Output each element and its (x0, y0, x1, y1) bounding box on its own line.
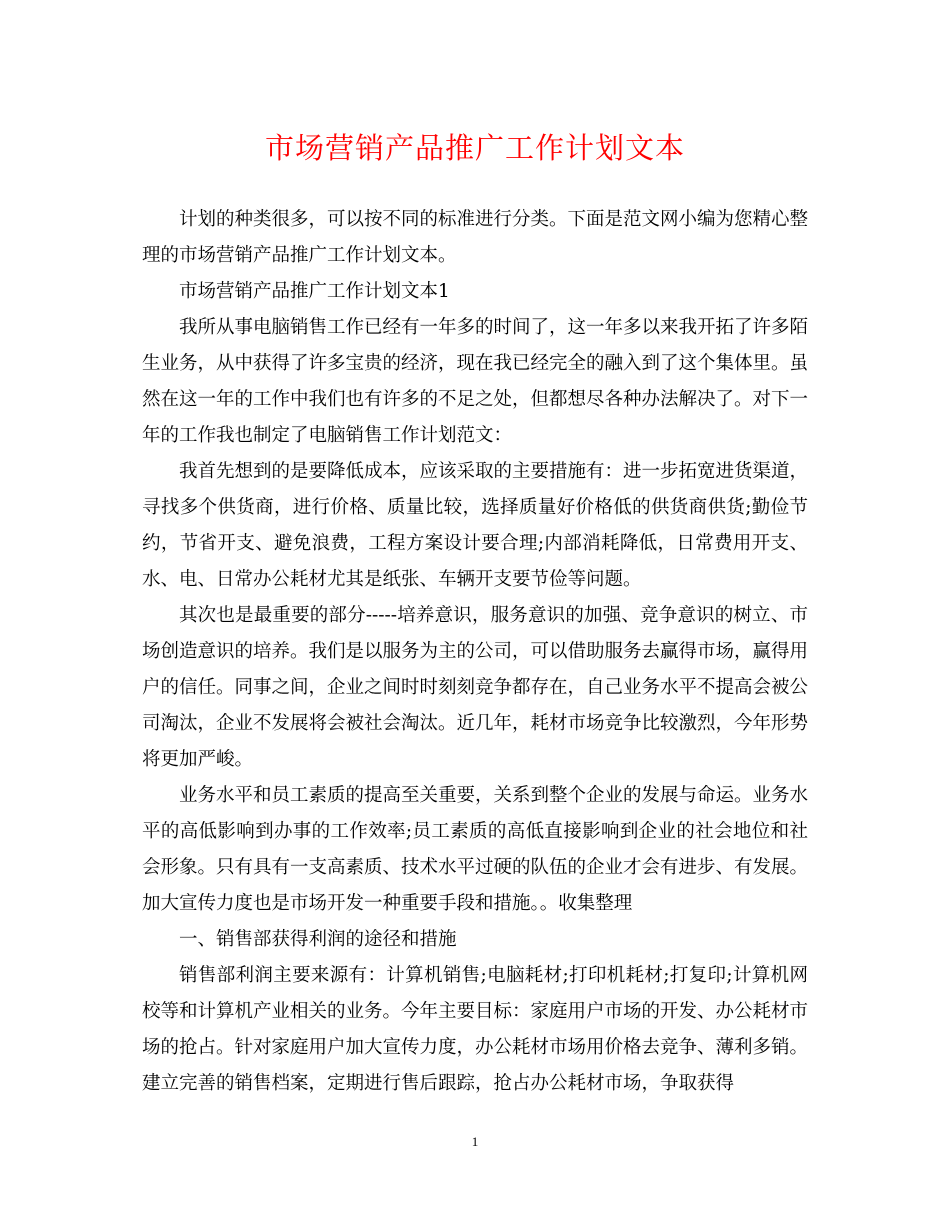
page-number: 1 (471, 1134, 479, 1149)
section-heading: 一、销售部获得利润的途径和措施 (179, 929, 457, 950)
paragraph-body: 业务水平和员工素质的提高至关重要，关系到整个企业的发展与命运。业务水平的高低影响到办事的工作效率;员工素质的高低直接影响到企业的社会地位和社会形象。只有具有一支高素质、技术水平过硬的队伍的企业才会有进步、有发展。加大宣传力度也是市场开发一种重要手段和措施。。收集整理 (142, 785, 809, 914)
document-body (142, 202, 808, 1102)
paragraph-intro: 计划的种类很多，可以按不同的标准进行分类。下面是范文网小编为您精心整理的市场营销产品推广工作计划文本。 (142, 209, 809, 266)
paragraph-body: 我首先想到的是要降低成本，应该采取的主要措施有：进一步拓宽进货渠道，寻找多个供货商，进行价格、质量比较，选择质量好价格低的供货商供货;勤俭节约，节省开支、避免浪费，工程方案设计要合理;内部消耗降低，日常费用开支、水、电、日常办公耗材尤其是纸张、车辆开支要节俭等问题。 (142, 461, 809, 590)
paragraph-body: 销售部利润主要来源有：计算机销售;电脑耗材;打印机耗材;打复印;计算机网校等和计算机产业相关的业务。今年主要目标：家庭用户市场的开发、办公耗材市场的抢占。针对家庭用户加大宣传力度，办公耗材市场用价格去竞争、薄利多销。建立完善的销售档案，定期进行售后跟踪，抢占办公耗材市场，争取获得 (142, 965, 809, 1094)
document-title: 市场营销产品推广工作计划文本 (264, 131, 685, 165)
paragraph-body: 其次也是最重要的部分-----培养意识，服务意识的加强、竞争意识的树立、市场创造意识的培养。我们是以服务为主的公司，可以借助服务去赢得市场，赢得用户的信任。同事之间，企业之间时时刻刻竞争都存在，自己业务水平不提高会被公司淘汰，企业不发展将会被社会淘汰。近几年，耗材市场竞争比较激烈，今年形势将更加严峻。 (142, 605, 809, 770)
paragraph-subheading: 市场营销产品推广工作计划文本1 (179, 281, 450, 302)
paragraph-body: 我所从事电脑销售工作已经有一年多的时间了，这一年多以来我开拓了许多陌生业务，从中获得了许多宝贵的经济，现在我已经完全的融入到了这个集体里。虽然在这一年的工作中我们也有许多的不足之处，但都想尽各种办法解决了。对下一年的工作我也制定了电脑销售工作计划范文： (142, 317, 809, 446)
